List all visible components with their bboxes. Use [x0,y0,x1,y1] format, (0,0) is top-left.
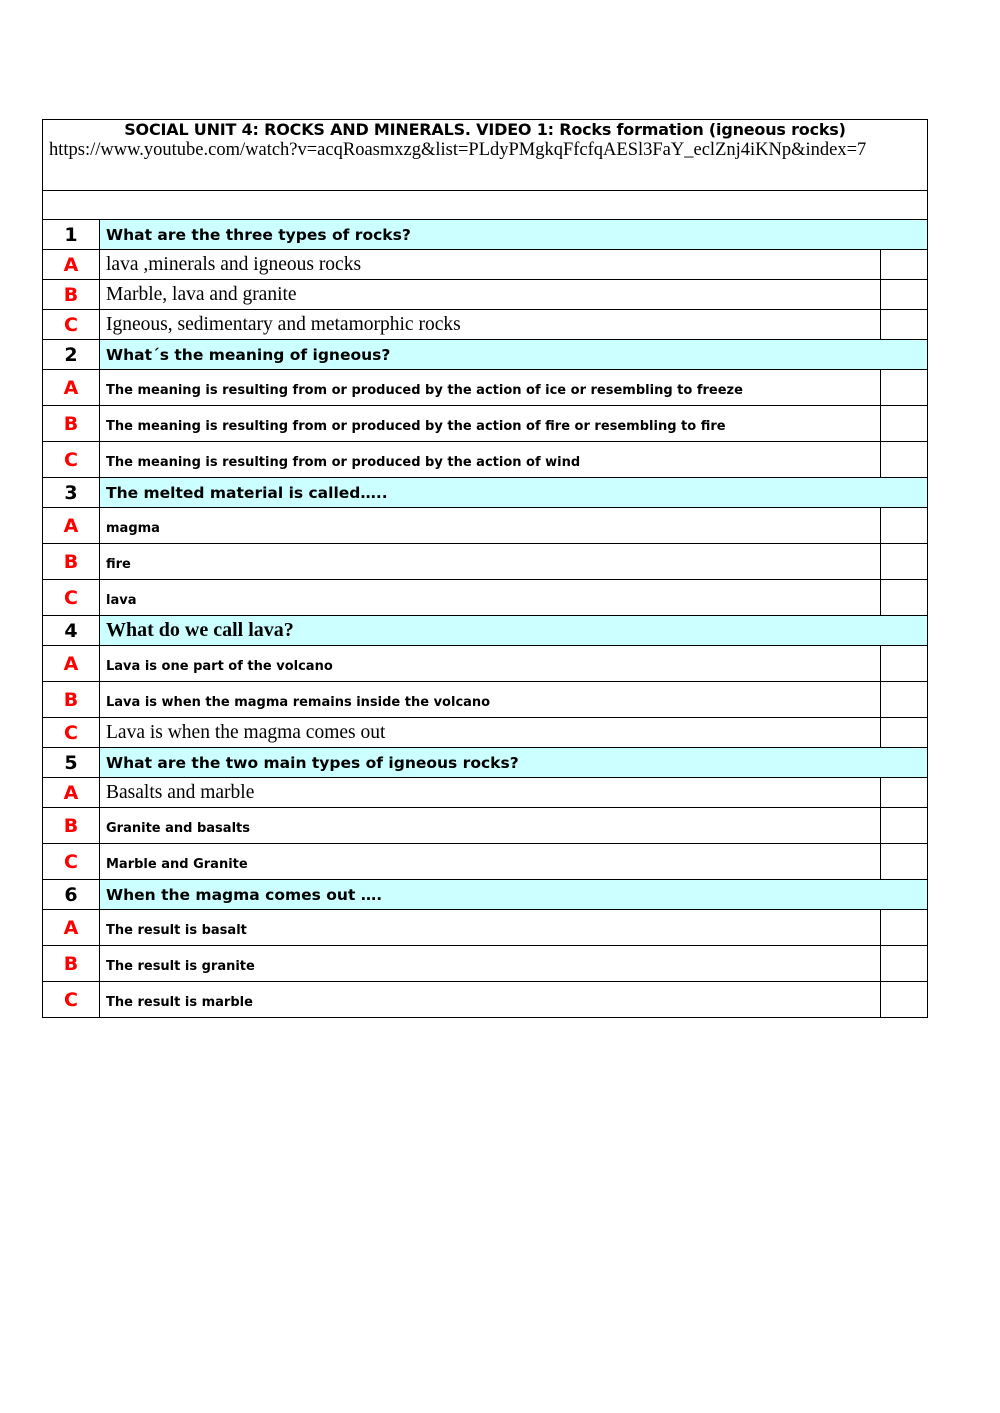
answer-box[interactable] [881,778,928,808]
option-text: The meaning is resulting from or produced by the action of ice or resembling to freeze [100,370,881,406]
answer-box[interactable] [881,280,928,310]
option-text: lava [100,580,881,616]
option-text: The meaning is resulting from or produced by the action of wind [100,442,881,478]
answer-box[interactable] [881,406,928,442]
option-letter: B [43,808,100,844]
question-number: 6 [43,880,100,910]
option-text: The result is granite [100,946,881,982]
option-text: Igneous, sedimentary and metamorphic rocks [100,310,881,340]
answer-box[interactable] [881,580,928,616]
option-text: The result is basalt [100,910,881,946]
question-number: 3 [43,478,100,508]
question-text: The melted material is called….. [100,478,928,508]
option-text: lava ,minerals and igneous rocks [100,250,881,280]
option-letter: C [43,310,100,340]
option-letter: B [43,946,100,982]
question-row [43,478,928,508]
option-row [43,442,928,478]
answer-box[interactable] [881,718,928,748]
answer-box[interactable] [881,442,928,478]
answer-box[interactable] [881,946,928,982]
option-text: Lava is when the magma remains inside the volcano [100,682,881,718]
answer-box[interactable] [881,310,928,340]
worksheet-header [43,120,928,191]
option-letter: A [43,910,100,946]
option-text: magma [100,508,881,544]
worksheet-title: SOCIAL UNIT 4: ROCKS AND MINERALS. VIDEO 1: Rocks formation (igneous rocks) [124,120,846,139]
option-text: The result is marble [100,982,881,1018]
option-row [43,910,928,946]
option-row [43,808,928,844]
option-letter: C [43,844,100,880]
question-row [43,220,928,250]
option-row [43,310,928,340]
option-row [43,682,928,718]
option-letter: A [43,250,100,280]
option-row [43,778,928,808]
option-text: Marble, lava and granite [100,280,881,310]
option-row [43,580,928,616]
option-row [43,250,928,280]
answer-box[interactable] [881,646,928,682]
option-letter: C [43,442,100,478]
option-row [43,280,928,310]
question-row [43,880,928,910]
answer-box[interactable] [881,250,928,280]
option-text: Marble and Granite [100,844,881,880]
question-number: 4 [43,616,100,646]
answer-box[interactable] [881,508,928,544]
answer-box[interactable] [881,844,928,880]
option-text: The meaning is resulting from or produced by the action of fire or resembling to fire [100,406,881,442]
option-letter: C [43,580,100,616]
answer-box[interactable] [881,910,928,946]
quiz-table [42,119,928,1018]
option-row [43,946,928,982]
question-text: What are the two main types of igneous rocks? [100,748,928,778]
option-row [43,646,928,682]
answer-box[interactable] [881,682,928,718]
question-number: 2 [43,340,100,370]
question-text: When the magma comes out …. [100,880,928,910]
option-text: Lava is one part of the volcano [100,646,881,682]
video-link[interactable]: https://www.youtube.com/watch?v=acqRoasmxzg&list=PLdyPMgkqFfcfqAESl3FaY_eclZnj4iKNp&index=7 [49,140,867,160]
question-text: What do we call lava? [100,616,928,646]
option-text: Basalts and marble [100,778,881,808]
option-letter: B [43,280,100,310]
question-text: What are the three types of rocks? [100,220,928,250]
question-number: 5 [43,748,100,778]
option-row [43,508,928,544]
option-letter: B [43,682,100,718]
question-row [43,340,928,370]
answer-box[interactable] [881,982,928,1018]
option-letter: B [43,544,100,580]
answer-box[interactable] [881,808,928,844]
option-text: Granite and basalts [100,808,881,844]
option-row [43,844,928,880]
question-text: What´s the meaning of igneous? [100,340,928,370]
option-letter: C [43,982,100,1018]
option-row [43,370,928,406]
question-row [43,616,928,646]
answer-box[interactable] [881,370,928,406]
option-row [43,718,928,748]
option-letter: C [43,718,100,748]
option-letter: B [43,406,100,442]
option-letter: A [43,508,100,544]
option-row [43,544,928,580]
question-number: 1 [43,220,100,250]
option-row [43,406,928,442]
blank-row [43,191,928,220]
option-letter: A [43,370,100,406]
option-text: Lava is when the magma comes out [100,718,881,748]
option-row [43,982,928,1018]
option-text: fire [100,544,881,580]
question-row [43,748,928,778]
option-letter: A [43,778,100,808]
option-letter: A [43,646,100,682]
answer-box[interactable] [881,544,928,580]
